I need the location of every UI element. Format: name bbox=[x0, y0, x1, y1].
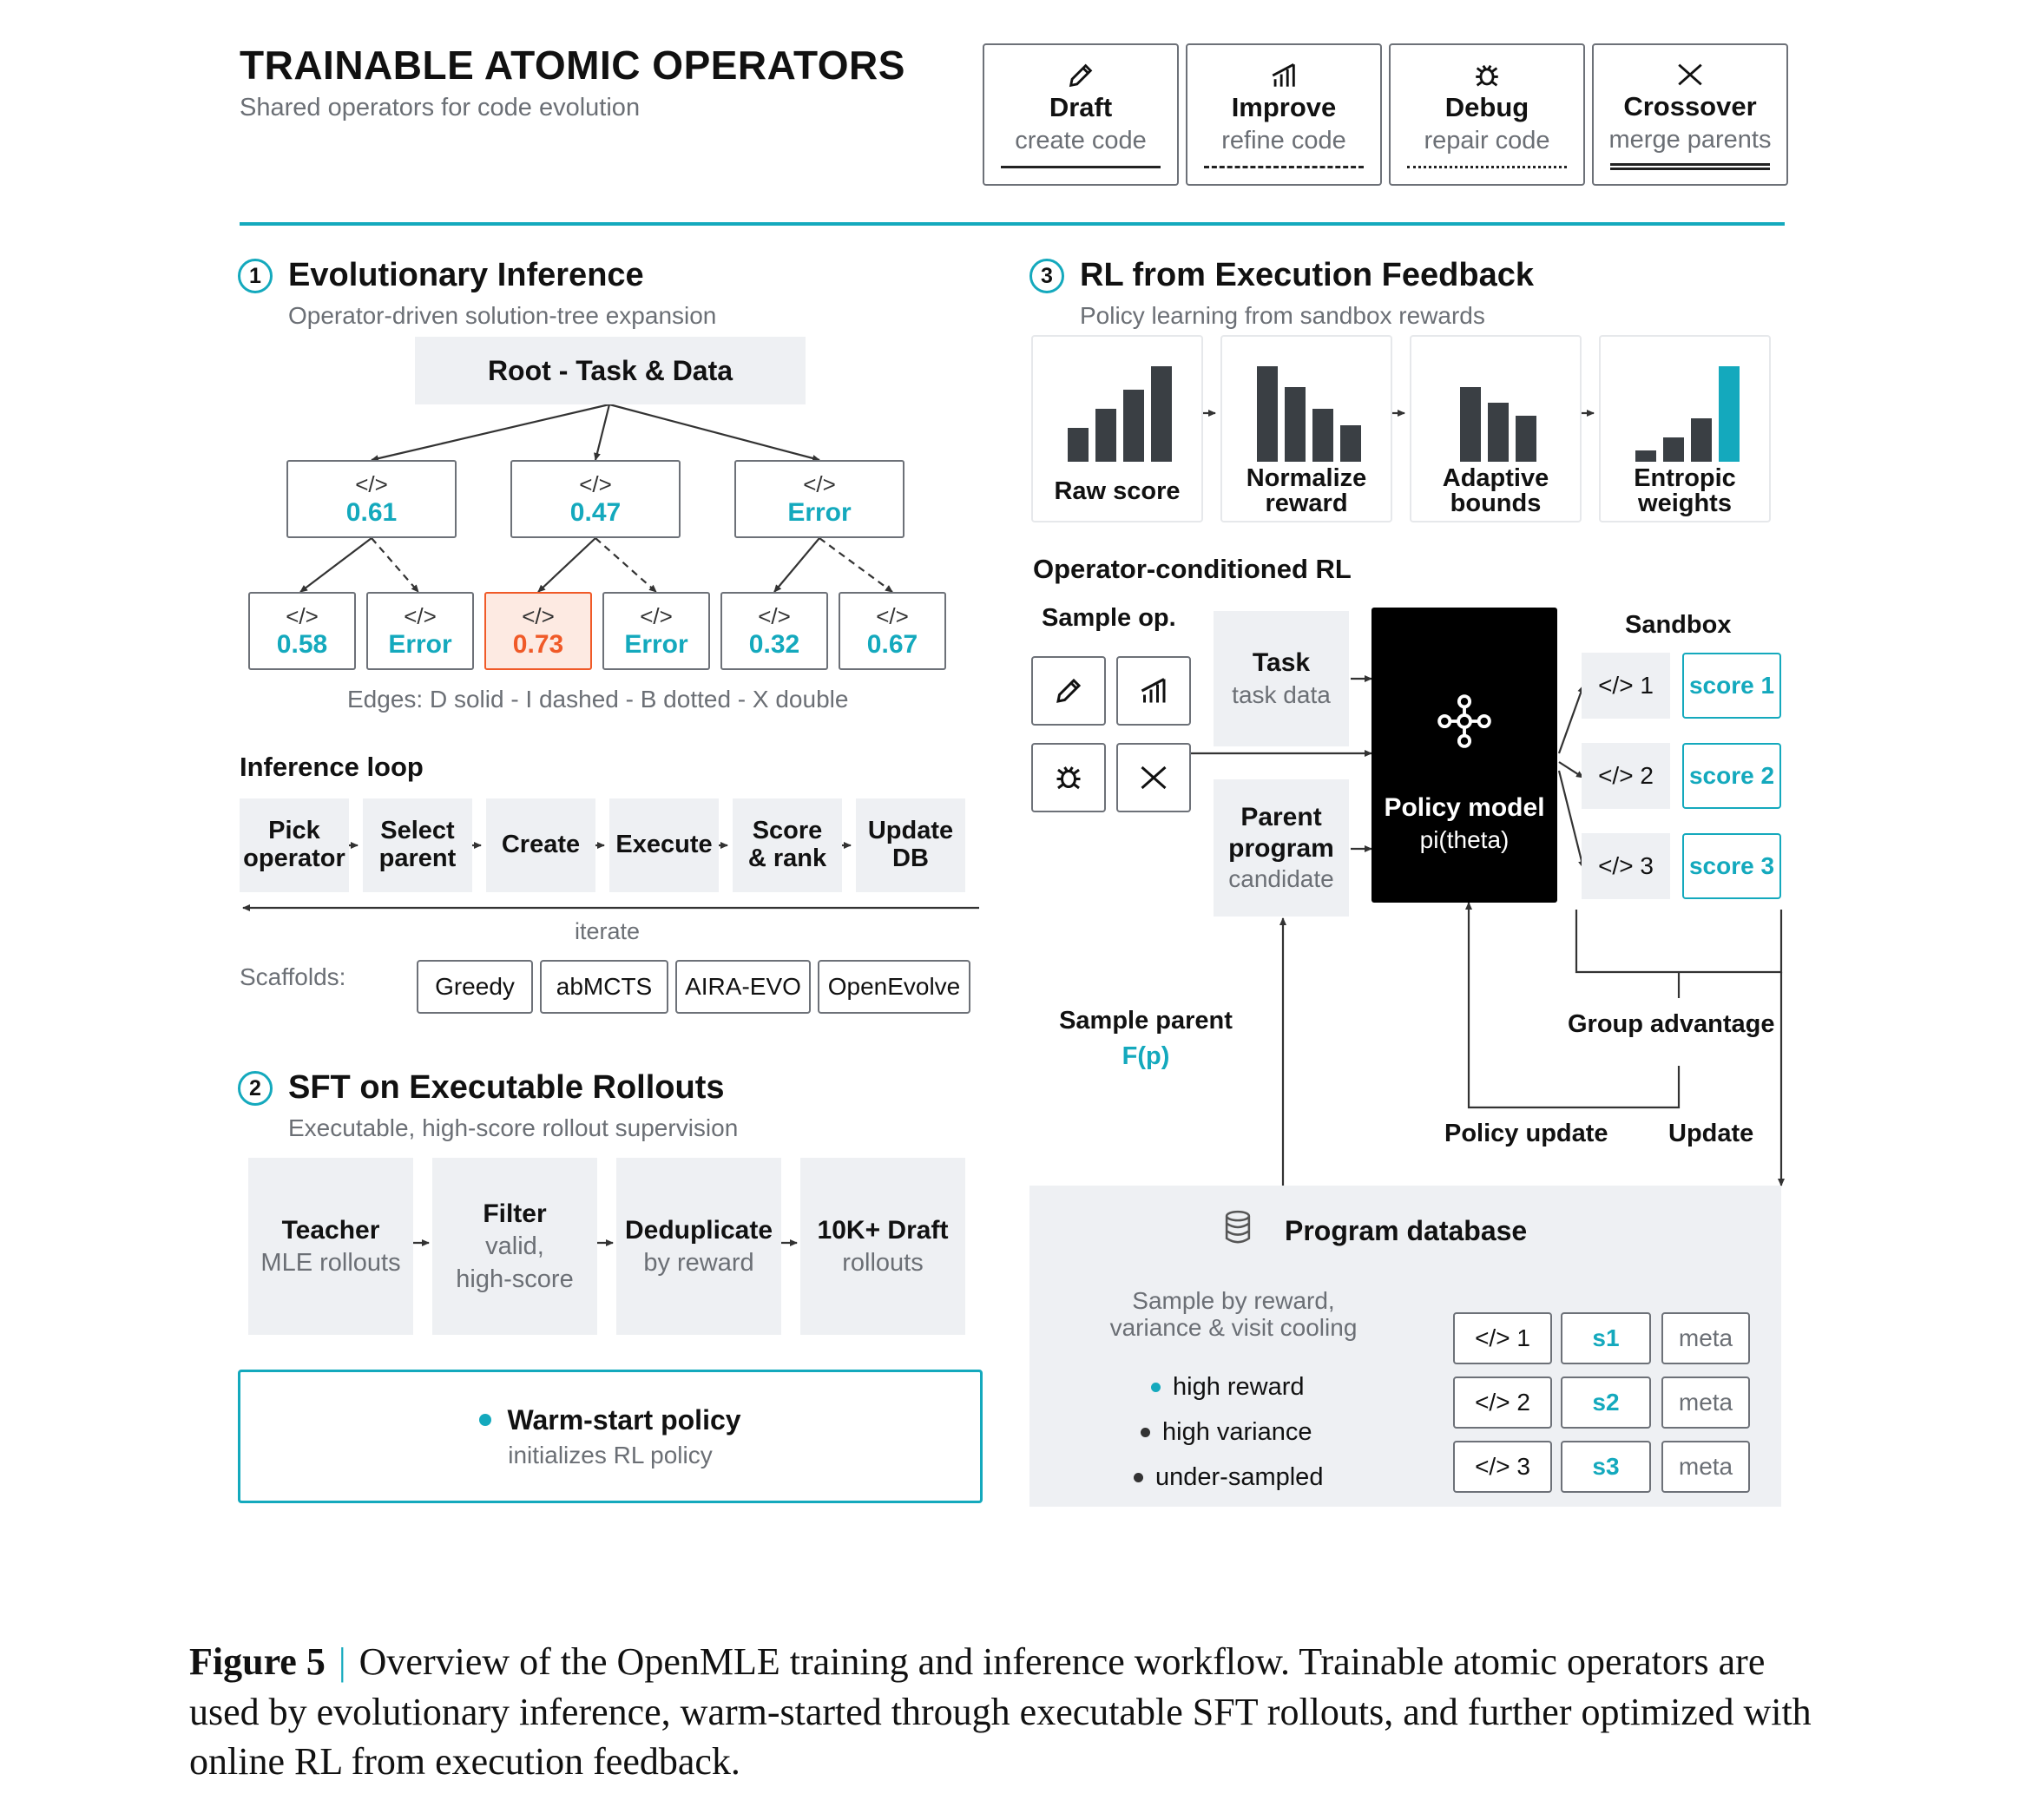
reward-card-normalize bbox=[1220, 335, 1392, 522]
reward-step-text: Entropic weights bbox=[1634, 464, 1736, 517]
reward-bar bbox=[1691, 418, 1712, 462]
db-bullet bbox=[1141, 1418, 1312, 1447]
code-glyph: </> bbox=[579, 470, 612, 497]
reward-bar bbox=[1123, 390, 1144, 462]
tree-edge bbox=[819, 538, 892, 592]
policy-to-sandbox-arrow bbox=[1559, 686, 1583, 753]
crossover-icon bbox=[1138, 762, 1169, 793]
scaffold-chip bbox=[417, 960, 533, 1014]
teal-dot bbox=[479, 1414, 491, 1426]
db-code: </> 1 bbox=[1475, 1324, 1530, 1351]
operator-desc: refine code bbox=[1221, 127, 1346, 154]
operator-name: Debug bbox=[1444, 92, 1529, 122]
tree-leaf-node bbox=[720, 592, 828, 670]
op-button-crossover bbox=[1116, 743, 1191, 812]
loop-step-label: Pick operator bbox=[243, 817, 345, 872]
section2-subtitle: Executable, high-score rollout supervision bbox=[288, 1114, 739, 1141]
task-box bbox=[1214, 611, 1349, 746]
node-score: Error bbox=[787, 497, 852, 527]
policy-update-label: Policy update bbox=[1444, 1120, 1608, 1147]
iterate-label: iterate bbox=[575, 918, 641, 944]
db-bullet bbox=[1134, 1463, 1323, 1492]
node-score: Error bbox=[388, 629, 452, 659]
operator-name: Improve bbox=[1231, 92, 1337, 122]
caption-separator: | bbox=[338, 1640, 346, 1683]
node-score: 0.61 bbox=[345, 497, 398, 527]
section-number-badge bbox=[238, 259, 273, 293]
sample-parent-text: Sample parent bbox=[1059, 1007, 1233, 1035]
reward-step-label bbox=[1222, 463, 1391, 519]
code-glyph: </> bbox=[803, 470, 836, 497]
dark-dot bbox=[1141, 1428, 1150, 1437]
operator-name: Draft bbox=[1049, 92, 1113, 122]
page-title: TRAINABLE ATOMIC OPERATORS bbox=[240, 43, 905, 88]
op-button-draft bbox=[1031, 656, 1106, 726]
policy-to-sandbox-arrow bbox=[1559, 771, 1583, 868]
tree-edge bbox=[595, 538, 656, 592]
loop-step-label: Score & rank bbox=[747, 817, 827, 872]
reward-step-text: Raw score bbox=[1054, 476, 1181, 505]
db-bullet-text: under-sampled bbox=[1155, 1463, 1324, 1491]
db-code: </> 3 bbox=[1475, 1453, 1530, 1480]
reward-bar bbox=[1151, 366, 1172, 462]
db-meta-cell bbox=[1661, 1376, 1750, 1429]
reward-step-label bbox=[1601, 463, 1769, 519]
group-advantage-label: Group advantage bbox=[1568, 1010, 1775, 1038]
db-score: s2 bbox=[1592, 1389, 1620, 1416]
sft-step-title: Deduplicate bbox=[624, 1215, 773, 1245]
sample-parent-label bbox=[1045, 1007, 1247, 1071]
reward-bar bbox=[1068, 428, 1089, 462]
section1-subtitle: Operator-driven solution-tree expansion bbox=[288, 302, 717, 329]
loop-step-label: Select parent bbox=[378, 817, 457, 872]
tree-node bbox=[734, 460, 904, 538]
scaffold-label: OpenEvolve bbox=[827, 973, 961, 1000]
sample-parent-fn: F(p) bbox=[1122, 1042, 1170, 1070]
tree-node bbox=[510, 460, 681, 538]
loop-step bbox=[486, 798, 595, 892]
sandbox-score bbox=[1682, 743, 1781, 809]
section-number-badge bbox=[1029, 259, 1064, 293]
network-icon bbox=[1434, 691, 1495, 752]
section3-title: RL from Execution Feedback bbox=[1080, 257, 1534, 293]
figure-caption bbox=[189, 1637, 1839, 1787]
update-label: Update bbox=[1668, 1120, 1754, 1147]
tree-leaf-node bbox=[839, 592, 946, 670]
loop-step bbox=[856, 798, 965, 892]
db-score: s1 bbox=[1592, 1324, 1620, 1351]
db-meta: meta bbox=[1678, 1324, 1733, 1351]
db-meta-cell bbox=[1661, 1441, 1750, 1493]
reward-step-text: Adaptive bounds bbox=[1442, 464, 1549, 517]
scaffold-chip bbox=[675, 960, 811, 1014]
code-glyph: </> bbox=[640, 602, 673, 629]
bar-group bbox=[1257, 366, 1361, 462]
tree-leaf-node bbox=[366, 592, 474, 670]
sft-step-title: 10K+ Draft bbox=[817, 1215, 949, 1245]
db-bullet-text: high reward bbox=[1173, 1373, 1305, 1401]
caption-text: Overview of the OpenMLE training and inference workflow. Trainable atomic operators are used by evolutionary inference, warm-started through executable SFT rollouts, and further optimized with online RL from execution feedback. bbox=[189, 1640, 1812, 1784]
sft-step-title: Filter bbox=[483, 1199, 547, 1228]
warm-start-panel bbox=[238, 1370, 983, 1503]
db-code-cell bbox=[1453, 1376, 1552, 1429]
tree-edge bbox=[609, 404, 819, 460]
reward-bar bbox=[1285, 387, 1306, 462]
sandbox-score-label: score 3 bbox=[1688, 852, 1775, 879]
tree-edge bbox=[300, 538, 372, 592]
policy-title: Policy model bbox=[1384, 793, 1545, 822]
policy-desc: pi(theta) bbox=[1419, 826, 1510, 853]
db-code-cell bbox=[1453, 1441, 1552, 1493]
loop-step-label: Update DB bbox=[867, 817, 954, 872]
reward-bar bbox=[1488, 403, 1509, 462]
sandbox-score bbox=[1682, 833, 1781, 899]
sft-step bbox=[432, 1158, 597, 1335]
node-score: 0.32 bbox=[748, 629, 800, 659]
scaffold-chip bbox=[540, 960, 668, 1014]
reward-bar bbox=[1257, 366, 1278, 462]
db-meta: meta bbox=[1678, 1453, 1733, 1480]
reward-card-entropic bbox=[1599, 335, 1771, 522]
sandbox-code-label: </> 2 bbox=[1598, 762, 1654, 789]
database-icon bbox=[1222, 1210, 1253, 1245]
group-advantage-bracket bbox=[1576, 910, 1781, 972]
loop-step-label: Execute bbox=[615, 831, 713, 859]
page-subtitle: Shared operators for code evolution bbox=[240, 94, 641, 122]
bug-icon bbox=[1053, 762, 1084, 793]
loop-step-label: Create bbox=[501, 831, 581, 859]
code-glyph: </> bbox=[404, 602, 437, 629]
loop-step bbox=[733, 798, 842, 892]
sandbox-code-label: </> 3 bbox=[1598, 852, 1654, 879]
scaffold-label: abMCTS bbox=[556, 973, 653, 1000]
scaffold-chip bbox=[818, 960, 970, 1014]
reward-bar bbox=[1312, 409, 1333, 462]
sandbox-code bbox=[1582, 653, 1670, 719]
tree-leaf-node bbox=[602, 592, 710, 670]
reward-card-raw bbox=[1031, 335, 1203, 522]
section-number: 3 bbox=[1041, 263, 1053, 288]
reward-bar bbox=[1719, 366, 1740, 462]
scaffold-label: AIRA-EVO bbox=[685, 973, 801, 1000]
node-score: 0.73 bbox=[512, 629, 564, 659]
reward-bar bbox=[1663, 437, 1684, 462]
reward-bar bbox=[1095, 409, 1116, 462]
sandbox-code bbox=[1582, 833, 1670, 899]
db-score-cell bbox=[1561, 1312, 1651, 1364]
sft-step bbox=[248, 1158, 413, 1335]
sandbox-score bbox=[1682, 653, 1781, 719]
parent-program-box bbox=[1214, 779, 1349, 917]
tree-edge bbox=[595, 404, 609, 460]
code-glyph: </> bbox=[286, 602, 319, 629]
scaffold-label: Greedy bbox=[435, 973, 515, 1000]
task-title: Task bbox=[1252, 648, 1311, 678]
edges-legend: Edges: D solid - I dashed - B dotted - X double bbox=[347, 686, 849, 713]
program-database-panel bbox=[1029, 1186, 1781, 1507]
code-glyph: </> bbox=[355, 470, 388, 497]
node-score: 0.67 bbox=[866, 629, 918, 659]
parent-title: Parent program bbox=[1228, 803, 1334, 864]
tree-root-node bbox=[415, 337, 806, 404]
sandbox-code-label: </> 1 bbox=[1598, 672, 1654, 699]
operator-desc: create code bbox=[1015, 127, 1147, 154]
node-score: 0.58 bbox=[276, 629, 328, 659]
sft-step-desc: by reward bbox=[643, 1248, 754, 1277]
reward-step-label bbox=[1033, 465, 1201, 517]
scaffolds-label: Scaffolds: bbox=[240, 963, 346, 990]
loop-step bbox=[240, 798, 349, 892]
db-code-cell bbox=[1453, 1312, 1552, 1364]
section-number: 2 bbox=[249, 1075, 261, 1101]
operator-rl-title: Operator-conditioned RL bbox=[1033, 554, 1352, 584]
tree-edge bbox=[372, 538, 418, 592]
root-label: Root - Task & Data bbox=[487, 354, 733, 386]
operator-desc: merge parents bbox=[1608, 125, 1772, 154]
teal-dot bbox=[1151, 1383, 1161, 1392]
tree-edge bbox=[774, 538, 819, 592]
loop-step bbox=[363, 798, 472, 892]
sandbox-score-label: score 1 bbox=[1688, 672, 1775, 699]
db-bullet-text: high variance bbox=[1162, 1418, 1312, 1446]
sandbox-code bbox=[1582, 743, 1670, 809]
figure-label: Figure 5 bbox=[189, 1640, 326, 1683]
reward-step-text: Normalize reward bbox=[1246, 464, 1367, 517]
loop-step bbox=[609, 798, 719, 892]
tree-edge bbox=[372, 404, 609, 460]
task-desc: task data bbox=[1232, 681, 1331, 709]
inference-loop-title: Inference loop bbox=[240, 752, 424, 782]
sandbox-score-label: score 2 bbox=[1688, 762, 1775, 789]
section3-subtitle: Policy learning from sandbox rewards bbox=[1080, 302, 1485, 329]
tree-leaf-node-best bbox=[484, 592, 592, 670]
sft-step bbox=[800, 1158, 965, 1335]
reward-bar bbox=[1340, 425, 1361, 462]
sft-step-desc: MLE rollouts bbox=[260, 1248, 401, 1277]
parent-desc: candidate bbox=[1228, 865, 1334, 893]
db-meta-cell bbox=[1661, 1312, 1750, 1364]
bar-chart-icon bbox=[1138, 675, 1169, 706]
db-score: s3 bbox=[1592, 1453, 1620, 1480]
reward-bar bbox=[1460, 387, 1481, 462]
section-number-badge bbox=[238, 1071, 273, 1106]
section-number: 1 bbox=[249, 263, 261, 288]
bar-group bbox=[1068, 366, 1172, 462]
bar-group bbox=[1635, 366, 1740, 462]
database-title: Program database bbox=[1285, 1215, 1528, 1246]
sft-step-desc: valid, high-score bbox=[456, 1232, 574, 1293]
sft-step-desc: rollouts bbox=[842, 1248, 924, 1277]
policy-to-sandbox-arrow bbox=[1559, 762, 1583, 778]
pencil-icon bbox=[1053, 675, 1084, 706]
database-desc bbox=[1090, 1288, 1377, 1342]
tree-leaf-node bbox=[248, 592, 356, 670]
code-glyph: </> bbox=[522, 602, 555, 629]
policy-model-box bbox=[1371, 608, 1557, 903]
operator-name: Crossover bbox=[1623, 90, 1757, 122]
node-score: Error bbox=[624, 629, 688, 659]
op-button-debug bbox=[1031, 743, 1106, 812]
db-bullet bbox=[1151, 1373, 1305, 1402]
warm-start-title: Warm-start policy bbox=[507, 1403, 741, 1436]
reward-bar bbox=[1516, 416, 1536, 462]
bar-group bbox=[1446, 366, 1550, 462]
sample-op-label: Sample op. bbox=[1042, 604, 1176, 632]
code-glyph: </> bbox=[876, 602, 909, 629]
db-code: </> 2 bbox=[1475, 1389, 1530, 1416]
sft-step bbox=[616, 1158, 781, 1335]
reward-card-bounds bbox=[1410, 335, 1582, 522]
operator-desc: repair code bbox=[1424, 127, 1550, 154]
reward-step-label bbox=[1411, 463, 1580, 519]
tree-node bbox=[286, 460, 457, 538]
section2-title: SFT on Executable Rollouts bbox=[288, 1069, 725, 1106]
code-glyph: </> bbox=[758, 602, 791, 629]
dark-dot bbox=[1134, 1473, 1143, 1482]
db-score-cell bbox=[1561, 1376, 1651, 1429]
tree-edge bbox=[538, 538, 595, 592]
sft-step-title: Teacher bbox=[281, 1215, 380, 1245]
reward-bar bbox=[1635, 450, 1656, 462]
section1-title: Evolutionary Inference bbox=[288, 257, 644, 293]
sandbox-label: Sandbox bbox=[1625, 611, 1732, 639]
policy-update-line bbox=[1469, 903, 1679, 1107]
op-button-improve bbox=[1116, 656, 1191, 726]
database-desc-text: Sample by reward, variance & visit cooling bbox=[1109, 1287, 1358, 1341]
warm-start-desc: initializes RL policy bbox=[508, 1441, 713, 1468]
db-meta: meta bbox=[1678, 1389, 1733, 1416]
node-score: 0.47 bbox=[569, 497, 622, 527]
db-score-cell bbox=[1561, 1441, 1651, 1493]
